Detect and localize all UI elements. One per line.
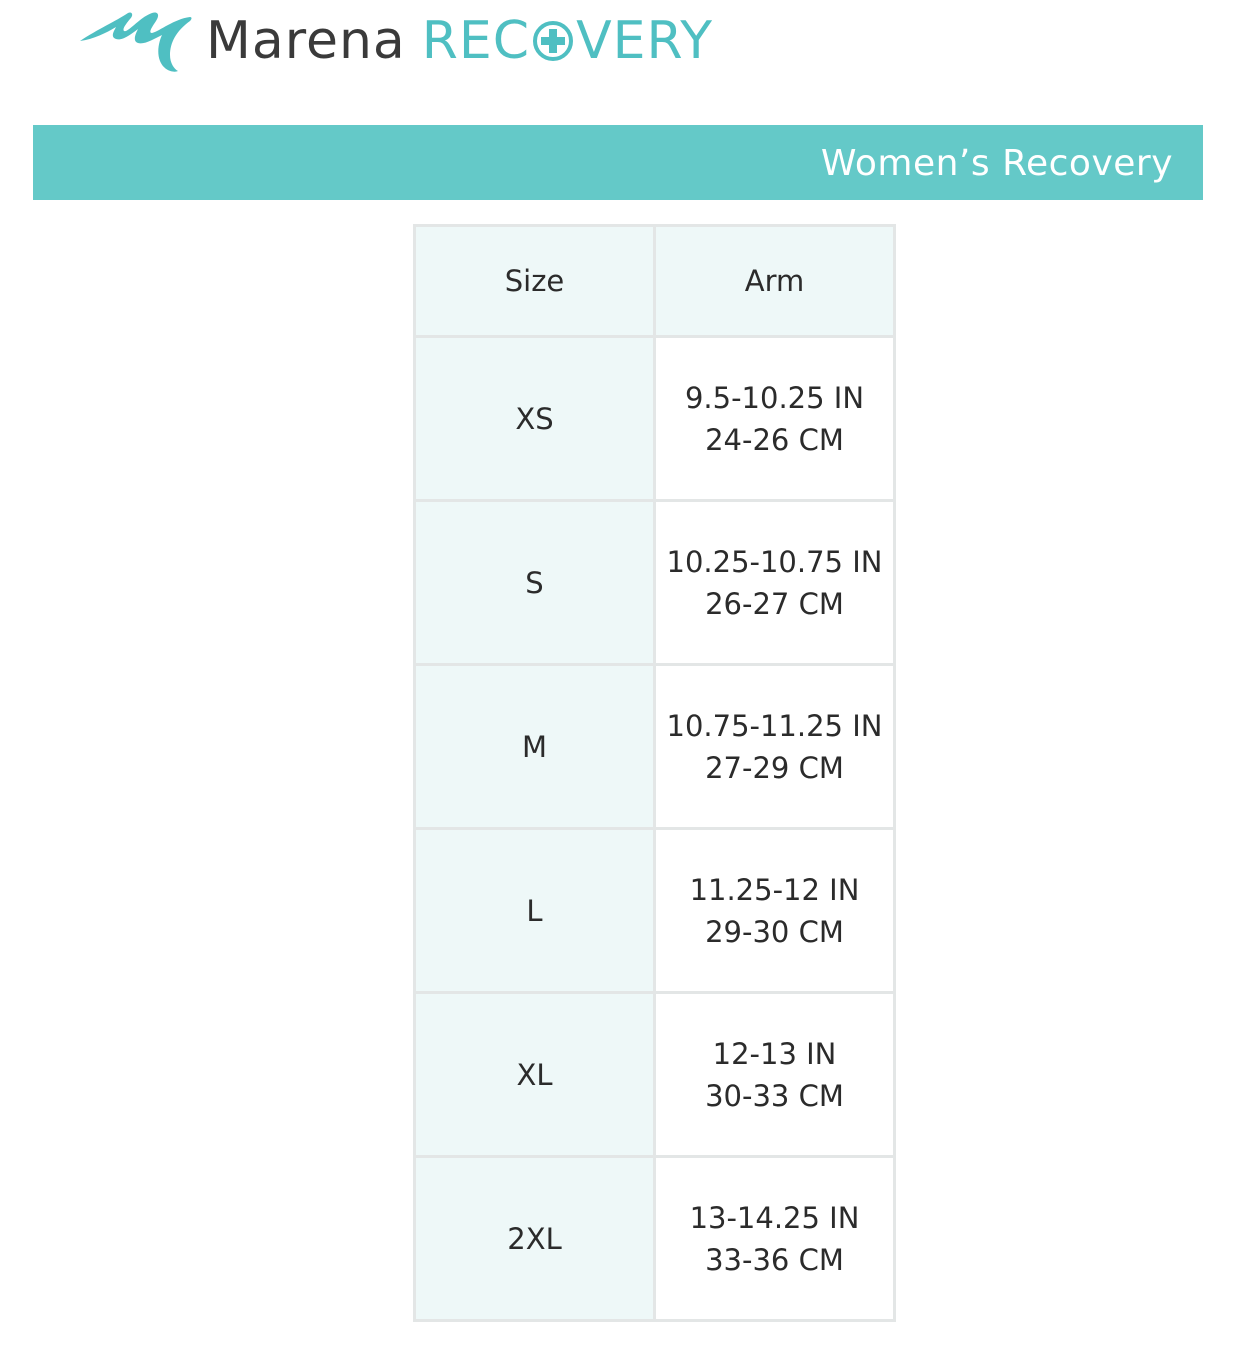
logo-brand-text: Marena bbox=[206, 11, 406, 71]
table-row bbox=[415, 337, 895, 501]
arm-inches: 10.75-11.25 IN bbox=[666, 708, 883, 743]
arm-inches: 13-14.25 IN bbox=[689, 1200, 860, 1235]
arm-inches: 9.5-10.25 IN bbox=[684, 380, 865, 415]
size-cell: M bbox=[415, 665, 655, 829]
table-row bbox=[415, 501, 895, 665]
arm-inches: 12-13 IN bbox=[712, 1036, 837, 1071]
table-row bbox=[415, 665, 895, 829]
table-header-row bbox=[415, 226, 895, 337]
size-chart-table bbox=[413, 224, 896, 1322]
logo-product-text bbox=[421, 11, 714, 71]
arm-cell bbox=[655, 337, 895, 501]
marena-swoosh-logo-icon bbox=[78, 7, 194, 75]
logo-product-part1: REC bbox=[421, 11, 531, 71]
arm-centimeters: 26-27 CM bbox=[705, 586, 844, 621]
arm-cell bbox=[655, 1157, 895, 1321]
banner-title: Women’s Recovery bbox=[820, 143, 1173, 184]
logo-product-part2: VERY bbox=[576, 11, 714, 71]
arm-centimeters: 24-26 CM bbox=[705, 422, 844, 457]
column-header-arm: Arm bbox=[655, 226, 895, 337]
table-row bbox=[415, 1157, 895, 1321]
column-header-size: Size bbox=[415, 226, 655, 337]
arm-centimeters: 30-33 CM bbox=[705, 1078, 844, 1113]
arm-centimeters: 33-36 CM bbox=[705, 1242, 844, 1277]
arm-cell bbox=[655, 993, 895, 1157]
arm-centimeters: 27-29 CM bbox=[705, 750, 844, 785]
size-cell: XS bbox=[415, 337, 655, 501]
marena-recovery-logo[interactable] bbox=[78, 6, 713, 76]
arm-cell bbox=[655, 665, 895, 829]
arm-centimeters: 29-30 CM bbox=[705, 914, 844, 949]
arm-inches: 11.25-12 IN bbox=[689, 872, 860, 907]
size-cell: L bbox=[415, 829, 655, 993]
arm-inches: 10.25-10.75 IN bbox=[666, 544, 883, 579]
arm-cell bbox=[655, 501, 895, 665]
table-row bbox=[415, 829, 895, 993]
section-banner bbox=[33, 125, 1203, 200]
size-cell: S bbox=[415, 501, 655, 665]
arm-cell bbox=[655, 829, 895, 993]
table-row bbox=[415, 993, 895, 1157]
medical-cross-o-icon bbox=[531, 19, 575, 63]
size-cell: XL bbox=[415, 993, 655, 1157]
size-cell: 2XL bbox=[415, 1157, 655, 1321]
logo-wordmark bbox=[206, 11, 714, 71]
